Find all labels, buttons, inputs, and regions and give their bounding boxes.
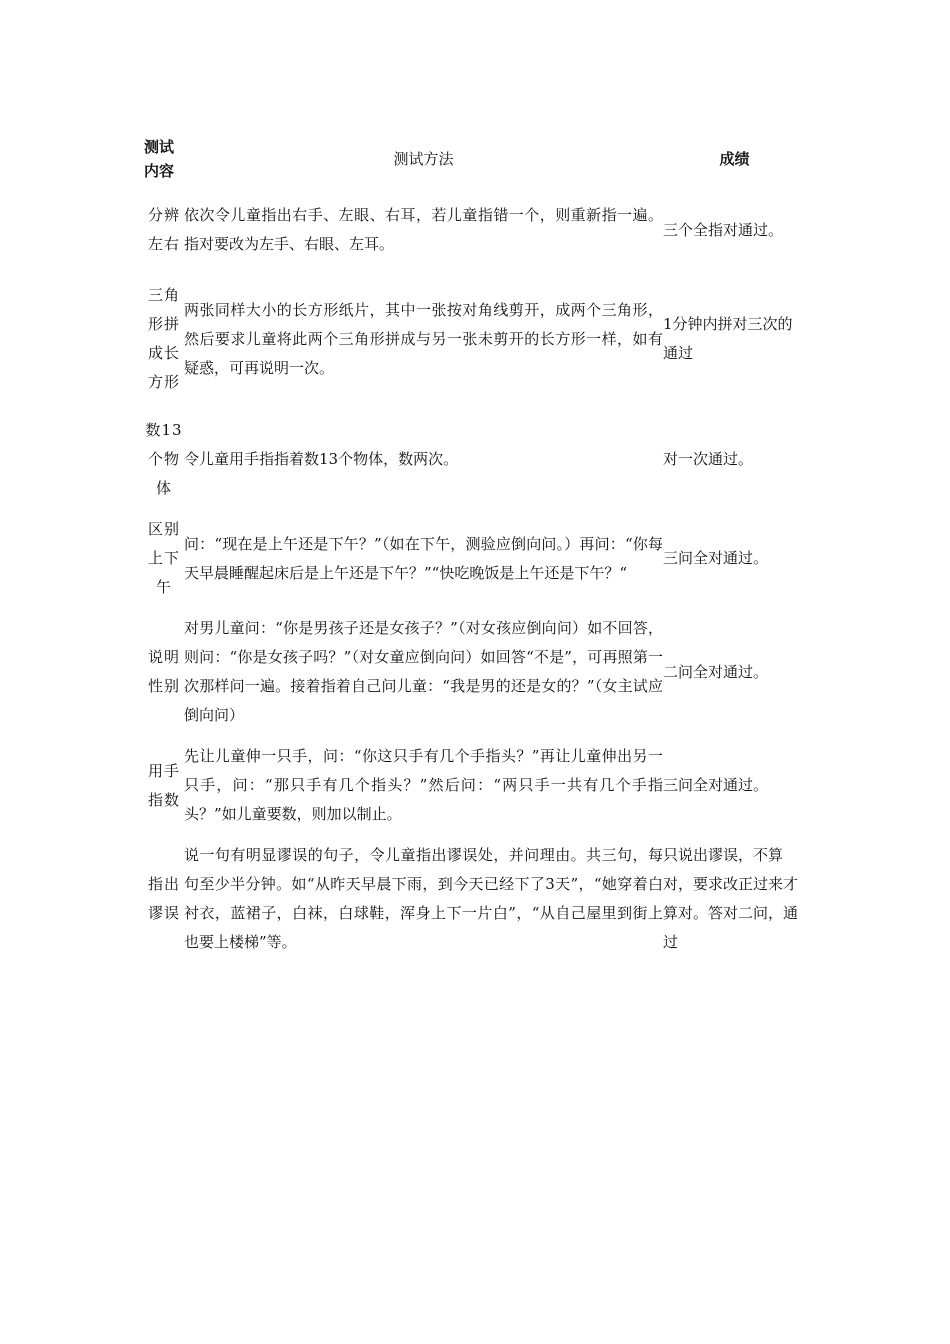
table-row xyxy=(144,515,806,602)
table-row xyxy=(144,742,806,829)
test-score: 对一次通过。 xyxy=(663,450,754,468)
table-row xyxy=(144,274,806,404)
test-score: 三个全指对通过。 xyxy=(663,220,784,239)
test-name: 分辨左右 xyxy=(147,206,180,253)
test-name: 区别上下午 xyxy=(147,520,180,596)
test-score: 只说出谬误，不算对，要求改正过来才算对。答对二问，通过 xyxy=(663,846,799,951)
test-name: 用手指数 xyxy=(147,761,180,809)
test-score: 二问全对通过。 xyxy=(663,662,769,681)
test-name: 说明性别 xyxy=(147,648,180,695)
test-method: 两张同样大小的长方形纸片，其中一张按对角线剪开，成两个三角形，然后要求儿童将此两个三角形拼成与另一张未剪开的长方形一样，如有疑惑，可再说明一次。 xyxy=(184,300,663,377)
test-method: 令儿童用手指指着数13个物体，数两次。 xyxy=(184,450,459,468)
table-row xyxy=(144,416,806,503)
test-score: 1分钟内拼对三次的通过 xyxy=(663,315,793,362)
test-name: 指出谬误 xyxy=(147,875,180,922)
test-method: 问：“现在是上午还是下午？”（如在下午，测验应倒向问。）再问：“你每天早晨睡醒起床后是上午还是下午？”“快吃晚饭是上午还是下午？“ xyxy=(184,534,663,582)
header-score: 成绩 xyxy=(719,149,750,168)
test-score: 三问全对通过。 xyxy=(663,776,769,794)
table-row xyxy=(144,198,806,262)
table-row xyxy=(144,841,806,957)
test-method: 依次令儿童指出右手、左眼、右耳，若儿童指错一个，则重新指一遍。指对要改为左手、右眼、左耳。 xyxy=(184,206,663,253)
table-header-row xyxy=(144,132,806,186)
test-method: 对男儿童问：“你是男孩子还是女孩子？”（对女孩应倒向问）如不回答，则问：“你是女孩子吗？”（对女童应倒向问）如回答“不是”，可再照第一次那样问一遍。接着指着自己问儿童：“我是男的还是女的？”（女主试应倒向问） xyxy=(184,619,663,724)
test-name: 三角形拼成长方形 xyxy=(147,286,180,391)
test-score: 三问全对通过。 xyxy=(663,549,769,567)
header-test-method: 测试方法 xyxy=(393,149,454,168)
test-method: 先让儿童伸一只手，问：“你这只手有几个手指头？”再让儿童伸出另一只手，问：“那只手有几个指头？”然后问：“两只手一共有几个手指头？”如儿童要数，则加以制止。 xyxy=(184,747,663,823)
test-method: 说一句有明显谬误的句子，令儿童指出谬误处，并问理由。共三句，每句至少半分钟。如“从昨天早晨下雨，到今天已经下了3天”，“她穿着白衬衣，蓝裙子，白袜，白球鞋，浑身上下一片白”，“从自己屋里到街上也要上楼梯”等。 xyxy=(184,846,663,951)
test-name: 数13个物体 xyxy=(145,421,183,497)
table-row xyxy=(144,614,806,730)
test-table xyxy=(144,132,806,957)
header-test-content: 测试内容 xyxy=(144,138,175,180)
